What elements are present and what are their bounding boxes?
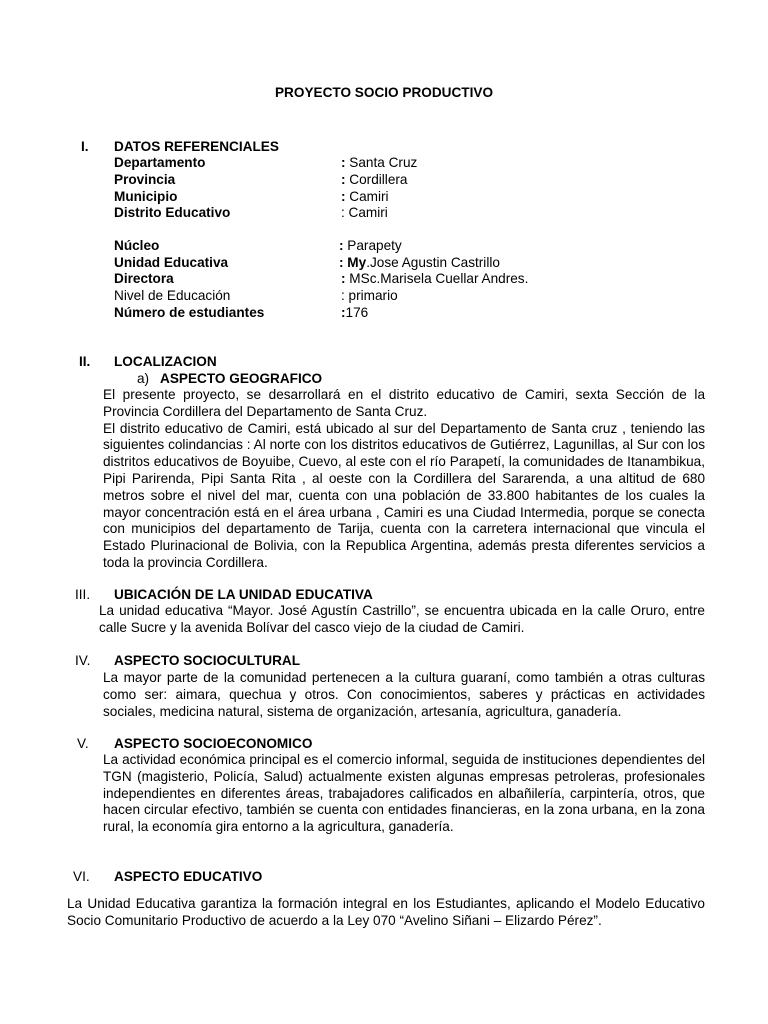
datos-label-distrito: Distrito Educativo [114,205,231,220]
datos-colon: : [341,155,346,170]
datos-value-nucleo [339,238,402,254]
paragraph: La unidad educativa “Mayor. José Agustín Castrillo”, se encuentra ubicada en la calle Oruro, entre calle Sucre y la avenida Bolívar del casco viejo de la ciudad de Camiri. [99,603,705,635]
paragraph: La mayor parte de la comunidad pertenecen a la cultura guaraní, como también a otras culturas como ser: aimara, quechua y otros. Con conocimientos, saberes y prácticas en actividades sociales, medicina natural, sistema de organización, artesanía, agricultura, ganadería. [103,670,705,719]
educativo-body [67,896,705,930]
datos-value: Parapety [343,238,402,253]
datos-colon: : [339,238,344,253]
datos-label-provincia: Provincia [114,172,176,187]
datos-value: : primario [341,288,398,303]
datos-colon: : [341,189,346,204]
datos-value: 176 [345,305,369,320]
datos-label-unidad: Unidad Educativa [114,255,229,270]
datos-label-nucleo: Núcleo [114,238,160,253]
section-2-heading: LOCALIZACION [114,354,217,369]
subsection-letter: a) [137,371,150,386]
subsection-heading: ASPECTO GEOGRAFICO [160,371,323,386]
section-5-numeral: V. [77,736,89,751]
paragraph: El distrito educativo de Camiri, está ubicado al sur del Departamento de Santa cruz , teniendo las siguientes colindancias : Al norte con los distritos educativos de Gutiérrez, Lagunillas, al Sur con los distritos educativos de Boyuibe, Cuevo, al este con el río Parapetí, la comunidades de Itanambikua, Pipi Parirenda, Pipi Santa Rita , al oeste con la Cordillera del Sararenda, a una altitud de 680 metros sobre el nivel del mar, cuenta con una población de 33.800 habitantes de los cuales la mayor concentración está en el área urbana , Camiri es una Ciudad Intermedia, porque se conecta con municipios del departamento de Tarija, cuenta con la carretera internacional que vincula el Estado Plurinacional de Bolivia, con la Republica Argentina, además presta diferentes servicios a toda la provincia Cordillera. [103,420,705,570]
sociocultural-body [103,670,705,720]
datos-value: MSc.Marisela Cuellar Andres. [345,271,529,286]
datos-label-directora: Directora [114,271,174,286]
datos-value-estudiantes [341,305,368,321]
datos-label-municipio: Municipio [114,189,178,204]
datos-value-nivel [341,288,398,304]
datos-value: Camiri [345,189,389,204]
section-3-heading: UBICACIÓN DE LA UNIDAD EDUCATIVA [114,587,373,602]
paragraph: La Unidad Educativa garantiza la formación integral en los Estudiantes, aplicando el Modelo Educativo Socio Comunitario Productivo de acuerdo a la Ley 070 “Avelino Siñani – Elizardo Pérez”. [67,896,705,928]
section-2-numeral: II. [79,354,91,369]
section-4-heading: ASPECTO SOCIOCULTURAL [114,653,301,668]
datos-value-provincia [341,172,407,188]
datos-label-nivel: Nivel de Educación [114,288,231,303]
section-4-numeral: IV. [75,653,91,668]
datos-value-directora [341,271,528,287]
datos-colon: : My [339,255,367,270]
datos-value: Santa Cruz [345,155,418,170]
section-5-heading: ASPECTO SOCIOECONOMICO [114,736,313,751]
datos-label-departamento: Departamento [114,155,206,170]
socioeconomico-body [103,752,705,836]
page-title: PROYECTO SOCIO PRODUCTIVO [274,85,494,100]
section-6-numeral: VI. [73,869,90,884]
datos-value-municipio [341,189,389,205]
section-1-heading: DATOS REFERENCIALES [114,139,279,154]
localizacion-body [103,387,705,572]
paragraph: El presente proyecto, se desarrollará en el distrito educativo de Camiri, sexta Sección de la Provincia Cordillera del Departamento de Santa Cruz. [103,387,705,419]
datos-colon: : [341,271,346,286]
paragraph: La actividad económica principal es el comercio informal, seguida de instituciones dependientes del TGN (magisterio, Policía, Salud) actualmente existen algunas empresas petroleras, profesionales independientes en diferentes áreas, trabajadores calificados en albañilería, carpintería, otros, que hacen circular efectivo, también se cuenta con entidades financieras, en la zona urbana, en la zona rural, la economía gira entorno a la agricultura, ganadería. [103,752,705,835]
datos-colon: : [341,172,346,187]
datos-value: Cordillera [345,172,408,187]
datos-value-departamento [341,155,417,171]
datos-value-unidad [339,255,500,271]
datos-label-estudiantes: Número de estudiantes [114,305,265,320]
datos-value-distrito [341,205,388,221]
datos-value: .Jose Agustin Castrillo [366,255,500,270]
ubicacion-body [99,603,705,637]
section-1-numeral: I. [81,139,89,154]
section-6-heading: ASPECTO EDUCATIVO [114,869,263,884]
datos-colon: : [341,305,346,320]
section-3-numeral: III. [75,587,91,602]
datos-value: : Camiri [341,205,388,220]
